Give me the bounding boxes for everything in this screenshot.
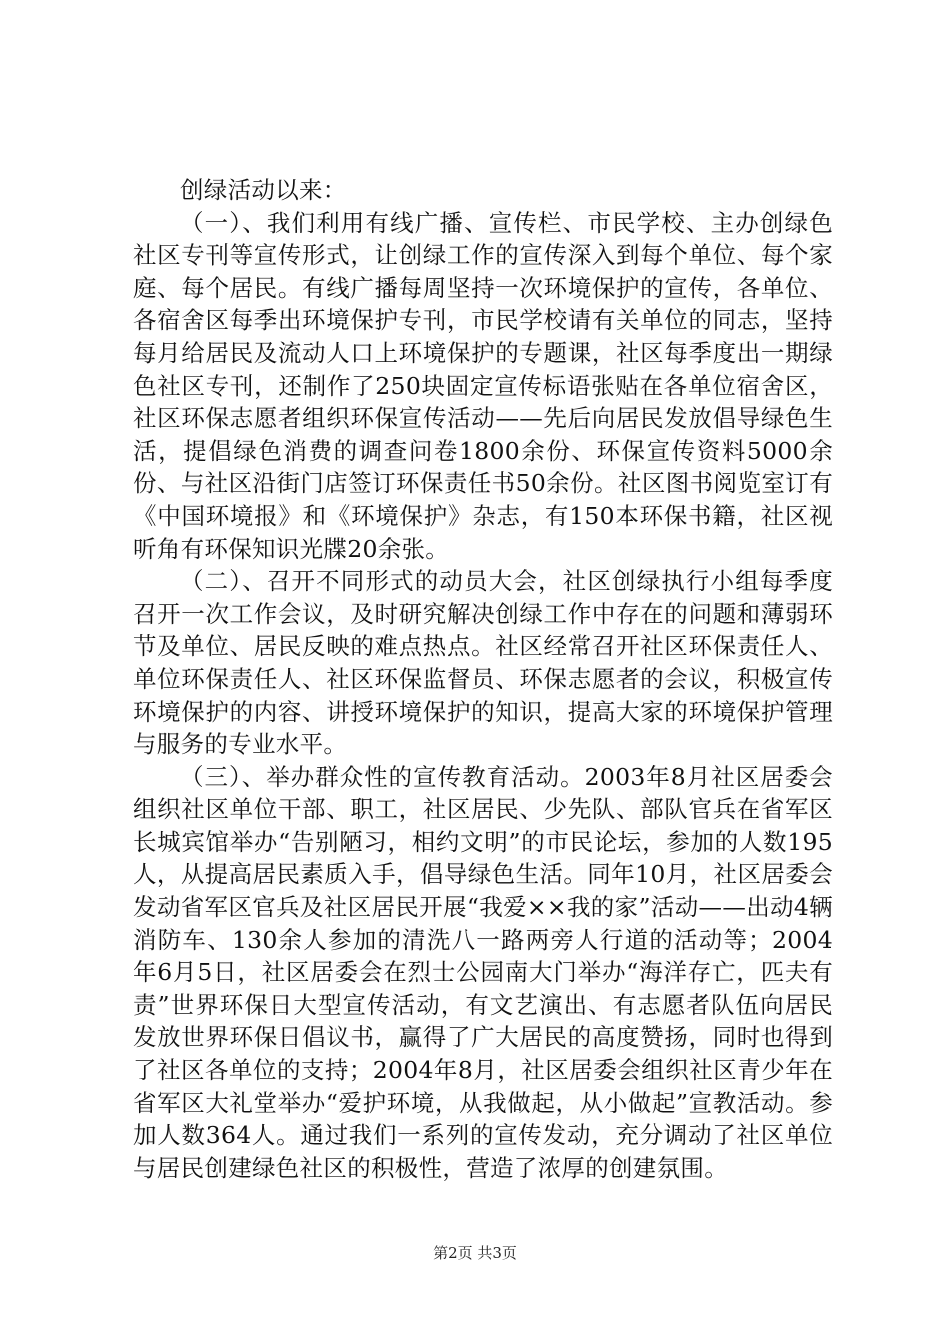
intro-line: 创绿活动以来：	[180, 176, 347, 204]
paragraph-1: （一）、我们利用有线广播、宣传栏、市民学校、主办创绿色社区专刊等宣传形式，让创绿工作的宣传深入到每个单位、每个家庭、每个居民。有线广播每周坚持一次环境保护的宣传，各单位、各宿舍区每季出环境保护专刊，市民学校请有关单位的同志，坚持每月给居民及流动人口上环境保护的专题课，社区每季度出一期绿色社区专刊，还制作了250块固定宣传标语张贴在各单位宿舍区，社区环保志愿者组织环保宣传活动——先后向居民发放倡导绿色生活，提倡绿色消费的调查问卷1800余份、环保宣传资料5000余份、与社区沿街门店签订环保责任书50余份。社区图书阅览室订有《中国环境报》和《环境保护》杂志，有150本环保书籍，社区视听角有环保知识光牒20余张。	[133, 208, 833, 563]
document-body	[133, 174, 833, 1184]
page-number-footer: 第2页 共3页	[433, 1244, 517, 1262]
paragraph-3: （三）、举办群众性的宣传教育活动。2003年8月社区居委会组织社区单位干部、职工，社区居民、少先队、部队官兵在省军区长城宾馆举办“告别陋习，相约文明”的市民论坛，参加的人数195人，从提高居民素质入手，倡导绿色生活。同年10月，社区居委会发动省军区官兵及社区居民开展“我爱××我的家”活动——出动4辆消防车、130余人参加的清洗八一路两旁人行道的活动等；2004年6月5日，社区居委会在烈士公园南大门举办“海洋存亡，匹夫有责”世界环保日大型宣传活动，有文艺演出、有志愿者队伍向居民发放世界环保日倡议书，赢得了广大居民的高度赞扬，同时也得到了社区各单位的支持；2004年8月，社区居委会组织社区青少年在省军区大礼堂举办“爱护环境，从我做起，从小做起”宣教活动。参加人数364人。通过我们一系列的宣传发动，充分调动了社区单位与居民创建绿色社区的积极性，营造了浓厚的创建氛围。	[133, 762, 833, 1182]
paragraph-2: （二）、召开不同形式的动员大会，社区创绿执行小组每季度召开一次工作会议，及时研究解决创绿工作中存在的问题和薄弱环节及单位、居民反映的难点热点。社区经常召开社区环保责任人、单位环保责任人、社区环保监督员、环保志愿者的会议，积极宣传环境保护的内容、讲授环境保护的知识，提高大家的环境保护管理与服务的专业水平。	[133, 567, 833, 759]
